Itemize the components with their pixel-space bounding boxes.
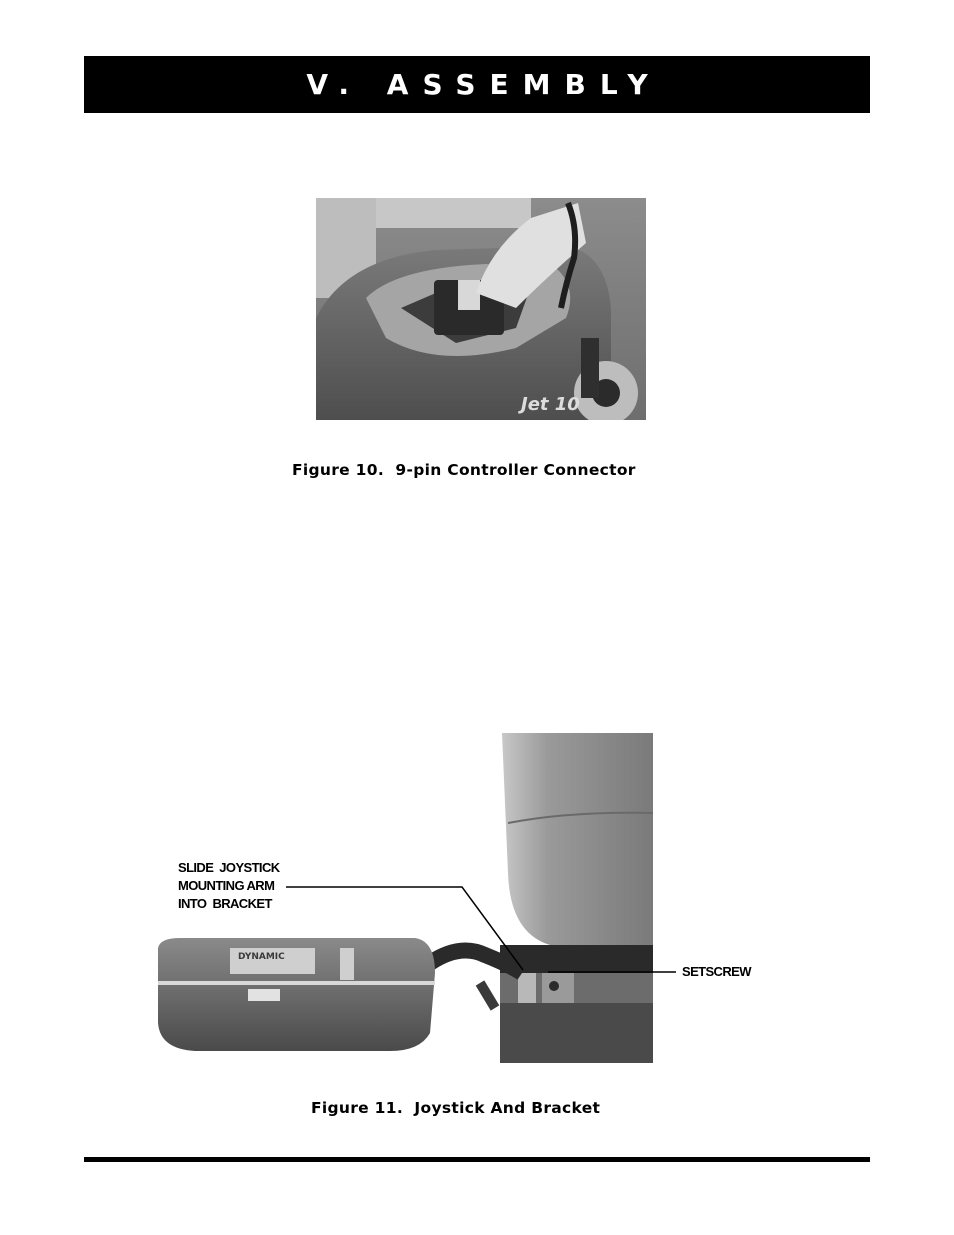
section-title: V. ASSEMBLY bbox=[306, 68, 662, 101]
figure-10-caption: Figure 10. 9-pin Controller Connector bbox=[292, 461, 636, 479]
leader-line-joystick-arm bbox=[286, 887, 523, 970]
callout-line-1: SLIDE JOYSTICK bbox=[178, 860, 280, 875]
footer-rule bbox=[84, 1157, 870, 1162]
callout-line-2: MOUNTING ARM bbox=[178, 878, 275, 893]
callout-setscrew: SETSCREW bbox=[682, 964, 751, 979]
figure-11-caption: Figure 11. Joystick And Bracket bbox=[311, 1099, 601, 1117]
jet10-logo-text: Jet 10 bbox=[521, 394, 580, 415]
dynamic-brand-text: DYNAMIC bbox=[238, 952, 285, 962]
callout-line-3: INTO BRACKET bbox=[178, 896, 272, 911]
callout-slide-joystick bbox=[178, 859, 280, 913]
